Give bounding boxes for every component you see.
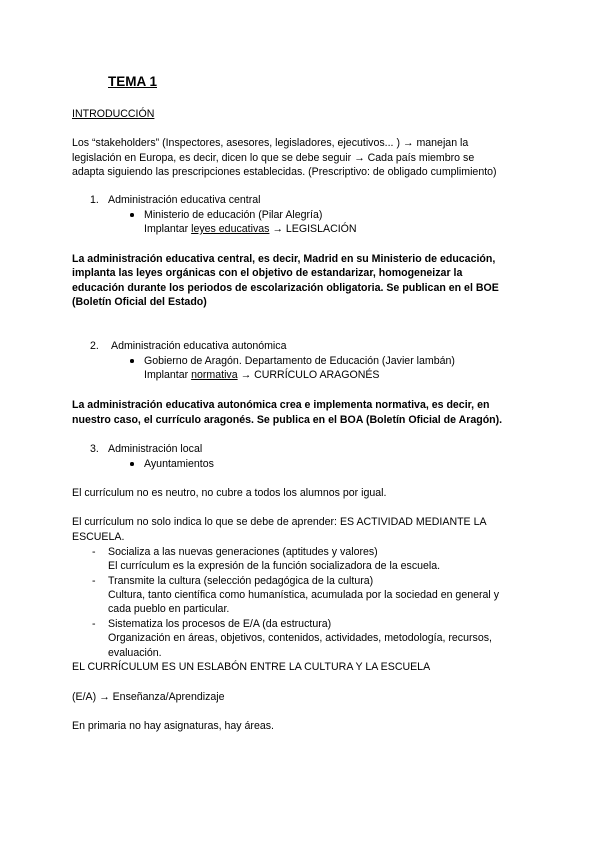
primaria-statement: En primaria no hay asignaturas, hay áreas. — [72, 720, 274, 732]
dash-item-line: Sistematiza los procesos de E/A (da estructura) — [108, 618, 332, 630]
dash-item-line: evaluación. — [108, 647, 162, 659]
bold-paragraph-line: educación durante los periodos de escolarización obligatoria. Se publican en el BOE — [72, 282, 499, 294]
implant-suffix: → CURRÍCULO ARAGONÉS — [237, 369, 380, 381]
intro-heading: INTRODUCCIÓN — [72, 108, 155, 120]
implant-suffix: → LEGISLACIÓN — [269, 223, 357, 235]
implant-underlined: normativa — [191, 369, 238, 381]
dash-item-line: Socializa a las nuevas generaciones (aptitudes y valores) — [108, 546, 378, 558]
neutral-statement: El currículum no es neutro, no cubre a todos los alumnos por igual. — [72, 487, 387, 499]
bullet-text: Gobierno de Aragón. Departamento de Educación (Javier lambán) — [144, 355, 455, 367]
list-number: 2. — [90, 340, 99, 352]
page-title: TEMA 1 — [108, 74, 158, 89]
bullet-icon — [130, 213, 134, 217]
section-title: Administración educativa autonómica — [111, 340, 287, 352]
implant-underlined: leyes educativas — [191, 223, 270, 235]
implant-prefix: Implantar — [144, 369, 192, 381]
ea-definition: (E/A) → Enseñanza/Aprendizaje — [72, 691, 225, 703]
dash-item-line: Organización en áreas, objetivos, contenidos, actividades, metodología, recursos, — [108, 632, 492, 644]
bold-paragraph-line: implanta las leyes orgánicas con el objetivo de estandarizar, homogeneizar la — [72, 267, 463, 279]
dash-item-line: Cultura, tanto científica como humanística, acumulada por la sociedad en general y — [108, 589, 500, 601]
curriculum-line: El currículum no solo indica lo que se debe de aprender: ES ACTIVIDAD MEDIANTE LA — [72, 516, 487, 528]
bold-paragraph-line: La administración educativa autonómica crea e implementa normativa, es decir, en — [72, 399, 490, 411]
bullet-text: Ayuntamientos — [144, 458, 214, 470]
bold-paragraph-line: nuestro caso, el currículo aragonés. Se publica en el BOA (Boletín Oficial de Aragón). — [72, 414, 503, 426]
intro-line: Los “stakeholders” (Inspectores, asesores, legisladores, ejecutivos... ) → manejan la — [72, 137, 469, 149]
eslabon-statement: EL CURRÍCULUM ES UN ESLABÓN ENTRE LA CULTURA Y LA ESCUELA — [72, 661, 431, 673]
list-number: 3. — [90, 443, 99, 455]
bullet-icon — [130, 462, 134, 466]
dash-item-line: cada pueblo en particular. — [108, 603, 230, 615]
implant-line — [144, 368, 380, 383]
dash-marker: - — [92, 575, 96, 587]
section-title: Administración educativa central — [108, 194, 261, 206]
bullet-text: Ministerio de educación (Pilar Alegría) — [144, 209, 323, 221]
bold-paragraph-line: (Boletín Oficial del Estado) — [72, 296, 207, 308]
bullet-icon — [130, 359, 134, 363]
section-title: Administración local — [108, 443, 203, 455]
dash-item-line: Transmite la cultura (selección pedagógica de la cultura) — [108, 575, 374, 587]
implant-line — [144, 222, 357, 237]
intro-line: legislación en Europa, es decir, dicen lo que se debe seguir → Cada país miembro se — [72, 152, 475, 164]
dash-item-line: El currículum es la expresión de la función socializadora de la escuela. — [108, 560, 441, 572]
list-number: 1. — [90, 194, 99, 206]
intro-line: adapta siguiendo las prescripciones establecidas. (Prescriptivo: de obligado cumplimiento) — [72, 166, 497, 178]
dash-marker: - — [92, 546, 96, 558]
implant-prefix: Implantar — [144, 223, 192, 235]
bold-paragraph-line: La administración educativa central, es decir, Madrid en su Ministerio de educación, — [72, 253, 496, 265]
curriculum-line: ESCUELA. — [72, 531, 125, 543]
dash-marker: - — [92, 618, 96, 630]
